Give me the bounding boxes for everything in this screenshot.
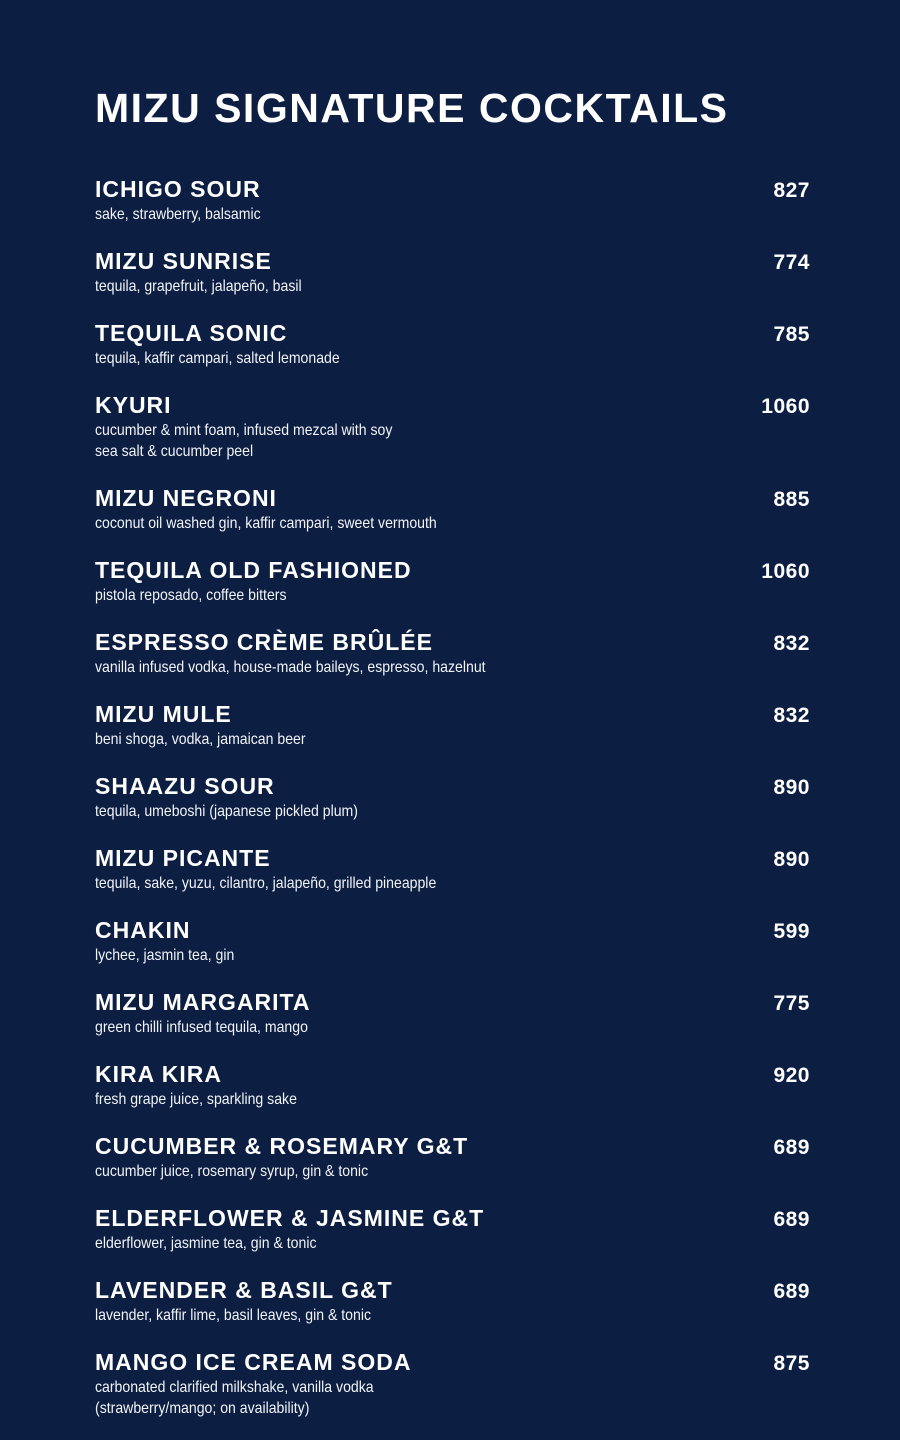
menu-item bbox=[95, 174, 810, 225]
menu-item bbox=[95, 843, 810, 894]
menu-item-header bbox=[95, 987, 810, 1017]
menu-item-price: 920 bbox=[773, 1064, 810, 1087]
menu-item-name: LAVENDER & BASIL G&T bbox=[95, 1277, 393, 1303]
menu-item-price: 774 bbox=[773, 251, 810, 274]
menu-item-price: 832 bbox=[773, 704, 810, 727]
menu-item-header bbox=[95, 246, 810, 276]
menu-item-name: ELDERFLOWER & JASMINE G&T bbox=[95, 1205, 485, 1231]
menu-item-header bbox=[95, 627, 810, 657]
menu-item bbox=[95, 1131, 810, 1182]
menu-item-header bbox=[95, 1347, 810, 1377]
menu-item-header bbox=[95, 318, 810, 348]
menu-item-description: tequila, grapefruit, jalapeño, basil bbox=[95, 278, 302, 295]
menu-item-header bbox=[95, 390, 810, 420]
menu-item-description: cucumber juice, rosemary syrup, gin & tonic bbox=[95, 1163, 369, 1180]
menu-title: MIZU SIGNATURE COCKTAILS bbox=[95, 85, 729, 131]
menu-item-price: 885 bbox=[773, 488, 810, 511]
menu-item-header bbox=[95, 483, 810, 513]
menu-item-name: MIZU SUNRISE bbox=[95, 248, 272, 274]
menu-item-price: 875 bbox=[773, 1352, 810, 1375]
menu-item-name: TEQUILA SONIC bbox=[95, 320, 288, 346]
menu-item-name: CHAKIN bbox=[95, 917, 191, 943]
menu-item-description: vanilla infused vodka, house-made baileys, espresso, hazelnut bbox=[95, 659, 486, 676]
menu-item bbox=[95, 318, 810, 369]
menu-item-price: 890 bbox=[773, 848, 810, 871]
menu-item-name: CUCUMBER & ROSEMARY G&T bbox=[95, 1133, 469, 1159]
menu-item-description: tequila, umeboshi (japanese pickled plum) bbox=[95, 803, 358, 820]
menu-item bbox=[95, 627, 810, 678]
menu-item bbox=[95, 771, 810, 822]
menu-item bbox=[95, 483, 810, 534]
menu-item-price: 689 bbox=[773, 1208, 810, 1231]
menu-item-price: 689 bbox=[773, 1280, 810, 1303]
menu-item-name: KIRA KIRA bbox=[95, 1061, 222, 1087]
menu-item bbox=[95, 699, 810, 750]
menu-item-header bbox=[95, 1275, 810, 1305]
menu-item-description: beni shoga, vodka, jamaican beer bbox=[95, 731, 306, 748]
menu-item-price: 785 bbox=[773, 323, 810, 346]
cocktail-list bbox=[95, 174, 810, 1419]
menu-item bbox=[95, 1059, 810, 1110]
menu-item-name: ESPRESSO CRÈME BRÛLÉE bbox=[95, 629, 433, 655]
menu-item bbox=[95, 987, 810, 1038]
menu-item-header bbox=[95, 771, 810, 801]
menu-item-description: tequila, sake, yuzu, cilantro, jalapeño, grilled pineapple bbox=[95, 875, 437, 892]
menu-item bbox=[95, 246, 810, 297]
menu-item-description: green chilli infused tequila, mango bbox=[95, 1019, 308, 1036]
menu-item bbox=[95, 1203, 810, 1254]
menu-item bbox=[95, 390, 810, 462]
menu-item-header bbox=[95, 843, 810, 873]
menu-item-description: pistola reposado, coffee bitters bbox=[95, 587, 287, 604]
menu-item-name: SHAAZU SOUR bbox=[95, 773, 275, 799]
menu-item-header bbox=[95, 555, 810, 585]
menu-item-name: KYURI bbox=[95, 392, 172, 418]
menu-item-header bbox=[95, 174, 810, 204]
menu-item-description: tequila, kaffir campari, salted lemonade bbox=[95, 350, 340, 367]
menu-item-name: MIZU MULE bbox=[95, 701, 232, 727]
menu-item-header bbox=[95, 699, 810, 729]
menu-item-name: ICHIGO SOUR bbox=[95, 176, 261, 202]
menu-item-description: coconut oil washed gin, kaffir campari, sweet vermouth bbox=[95, 515, 437, 532]
menu-item-name: TEQUILA OLD FASHIONED bbox=[95, 557, 412, 583]
menu-item-description: carbonated clarified milkshake, vanilla vodka (strawberry/mango; on availability) bbox=[95, 1379, 374, 1417]
menu-item-price: 599 bbox=[773, 920, 810, 943]
menu-item-name: MIZU NEGRONI bbox=[95, 485, 277, 511]
menu-item bbox=[95, 915, 810, 966]
menu-item bbox=[95, 1275, 810, 1326]
menu-item-header bbox=[95, 1131, 810, 1161]
menu-item-name: MANGO ICE CREAM SODA bbox=[95, 1349, 412, 1375]
menu-item-price: 1060 bbox=[761, 560, 810, 583]
menu-item-price: 689 bbox=[773, 1136, 810, 1159]
menu-item-price: 832 bbox=[773, 632, 810, 655]
menu-page bbox=[95, 84, 810, 1440]
menu-item-description: lavender, kaffir lime, basil leaves, gin & tonic bbox=[95, 1307, 372, 1324]
menu-item-description: sake, strawberry, balsamic bbox=[95, 206, 261, 223]
menu-item-name: MIZU PICANTE bbox=[95, 845, 271, 871]
menu-item-price: 1060 bbox=[761, 395, 810, 418]
menu-item-description: elderflower, jasmine tea, gin & tonic bbox=[95, 1235, 317, 1252]
menu-item-header bbox=[95, 915, 810, 945]
menu-item-description: lychee, jasmin tea, gin bbox=[95, 947, 235, 964]
menu-item-price: 775 bbox=[773, 992, 810, 1015]
menu-item-header bbox=[95, 1059, 810, 1089]
menu-item-price: 827 bbox=[773, 179, 810, 202]
menu-item-header bbox=[95, 1203, 810, 1233]
menu-item-price: 890 bbox=[773, 776, 810, 799]
menu-item bbox=[95, 555, 810, 606]
menu-item-description: fresh grape juice, sparkling sake bbox=[95, 1091, 297, 1108]
menu-item-description: cucumber & mint foam, infused mezcal with soy sea salt & cucumber peel bbox=[95, 422, 393, 460]
menu-item bbox=[95, 1347, 810, 1419]
menu-item-name: MIZU MARGARITA bbox=[95, 989, 311, 1015]
